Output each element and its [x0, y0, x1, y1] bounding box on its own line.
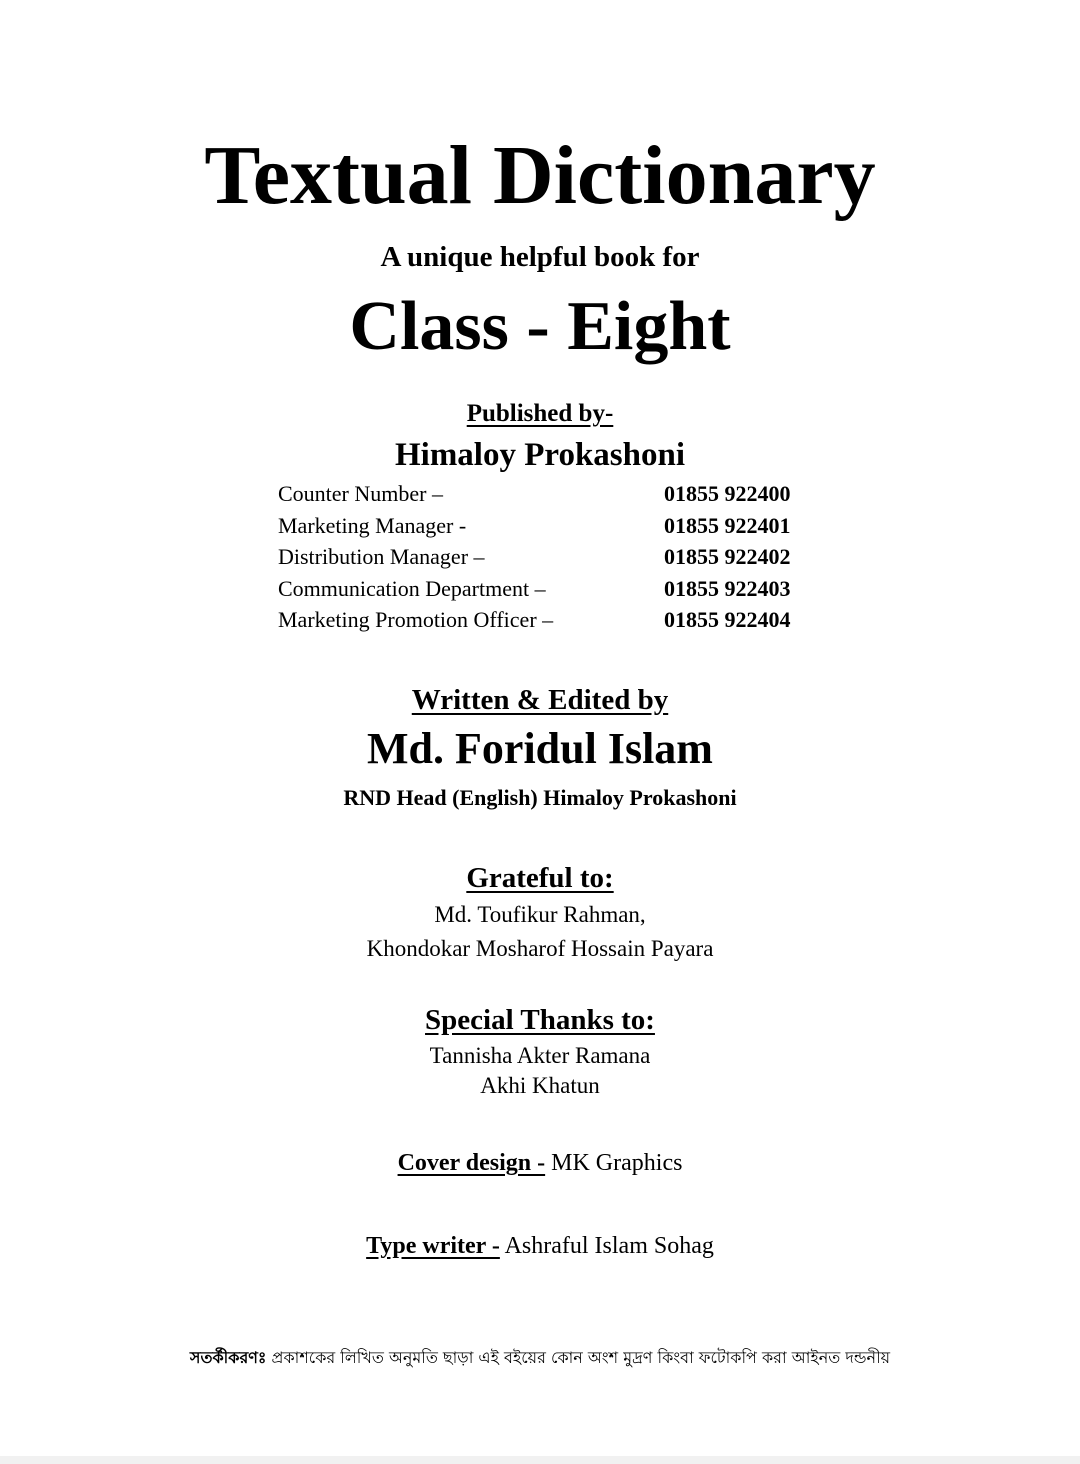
contact-number: 01855 922404: [664, 607, 791, 632]
written-edited-by-label: [0, 682, 1080, 718]
written-edited-by-label-text: Written & Edited by: [411, 684, 669, 716]
type-writer-value: Ashraful Islam Sohag: [504, 1233, 714, 1259]
cover-design-label: Cover design -: [397, 1150, 546, 1176]
contact-row: [278, 573, 818, 605]
publisher-name: Himaloy Prokashoni: [394, 437, 686, 473]
contact-row: [278, 478, 818, 510]
page-bottom-edge: [0, 1456, 1080, 1464]
warning-label: সতর্কীকরণঃ: [189, 1348, 267, 1367]
special-thanks-label: [0, 1002, 1080, 1038]
contact-number: 01855 922400: [664, 481, 791, 506]
book-title: Textual Dictionary: [204, 129, 876, 222]
copyright-warning: [0, 1346, 1080, 1370]
grateful-name: Md. Toufikur Rahman,: [434, 902, 646, 927]
special-thanks-name: Akhi Khatun: [480, 1073, 600, 1098]
special-thanks-label-text: Special Thanks to:: [425, 1004, 655, 1036]
contact-label: Counter Number –: [278, 481, 443, 506]
contact-label: Distribution Manager –: [278, 544, 485, 569]
grateful-to-label: [0, 860, 1080, 896]
grateful-name: Khondokar Mosharof Hossain Payara: [366, 936, 714, 961]
special-thanks-name: Tannisha Akter Ramana: [429, 1043, 651, 1068]
cover-design-value: MK Graphics: [551, 1150, 683, 1176]
class-heading: Class - Eight: [349, 288, 731, 365]
contact-row: [278, 510, 818, 542]
type-writer-label: Type writer -: [366, 1233, 500, 1259]
published-by-label-text: Published by-: [466, 400, 614, 427]
warning-text: প্রকাশকের লিখিত অনুমতি ছাড়া এই বইয়ের কোন অংশ মুদ্রণ কিংবা ফটোকপি করা আইনত দন্ডনীয়: [271, 1348, 891, 1367]
contact-label: Communication Department –: [278, 575, 546, 601]
published-by-label: [0, 398, 1080, 430]
book-subtitle: A unique helpful book for: [380, 241, 700, 273]
contact-row: [278, 604, 818, 636]
publisher-contacts: [278, 478, 818, 636]
type-writer-line: [0, 1230, 1080, 1262]
author-name: Md. Foridul Islam: [367, 724, 713, 773]
contact-number: 01855 922403: [664, 575, 791, 601]
author-role: RND Head (English) Himaloy Prokashoni: [343, 785, 737, 810]
grateful-to-label-text: Grateful to:: [466, 862, 614, 894]
contact-label: Marketing Manager -: [278, 512, 467, 538]
contact-row: [278, 541, 818, 573]
contact-number: 01855 922401: [664, 512, 791, 538]
contact-number: 01855 922402: [664, 544, 791, 569]
contact-label: Marketing Promotion Officer –: [278, 607, 554, 632]
cover-design-line: [0, 1147, 1080, 1179]
